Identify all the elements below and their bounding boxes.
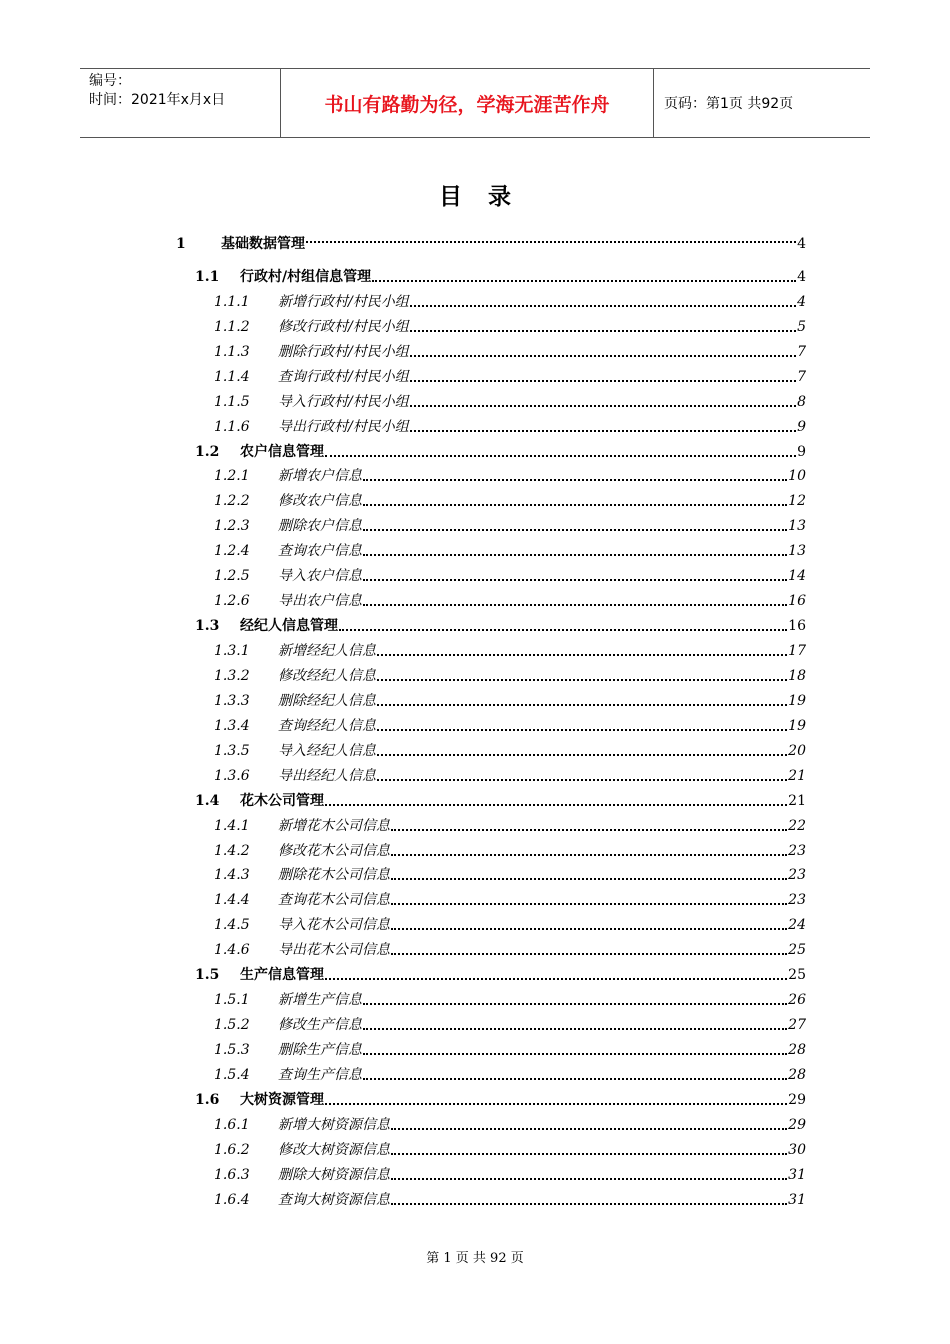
toc-entry[interactable]	[176, 984, 806, 1009]
toc-entry-label: 新增生产信息	[278, 992, 362, 1009]
toc-entry[interactable]	[176, 510, 806, 535]
toc-leader-dots	[391, 953, 787, 955]
toc-entry[interactable]	[176, 411, 806, 436]
toc-entry[interactable]	[176, 1184, 806, 1209]
toc-entry-label: 修改生产信息	[278, 1017, 362, 1034]
toc-leader-dots	[410, 405, 796, 407]
toc-entry-page: 21	[788, 792, 806, 809]
toc-entry-label: 删除花木公司信息	[278, 867, 390, 884]
toc-entry-number: 1.5.1	[214, 992, 250, 1009]
toc-leader-dots	[377, 779, 787, 781]
toc-entry[interactable]	[176, 660, 806, 685]
toc-entry[interactable]	[176, 560, 806, 585]
toc-entry-number: 1.4.4	[214, 892, 250, 909]
toc-entry-label: 新增行政村/村民小组	[278, 293, 409, 310]
toc-entry[interactable]	[176, 959, 806, 984]
toc-entry-number: 1.1.4	[214, 368, 250, 385]
page-title: 目录	[439, 184, 537, 210]
toc-entry-number: 1.4.6	[214, 942, 250, 959]
toc-entry-page: 30	[788, 1141, 806, 1158]
toc-entry-number: 1.3.6	[214, 767, 250, 784]
toc-entry-label: 导出经纪人信息	[278, 767, 376, 784]
toc-entry-label: 生产信息管理	[240, 967, 324, 984]
toc-leader-dots	[363, 604, 787, 606]
toc-entry[interactable]	[176, 610, 806, 635]
toc-entry-page: 26	[788, 992, 806, 1009]
toc-entry[interactable]	[176, 1109, 806, 1134]
toc-entry-label: 查询生产信息	[278, 1066, 362, 1083]
toc-entry-number: 1.3.5	[214, 742, 250, 759]
toc-entry-label: 查询经纪人信息	[278, 717, 376, 734]
toc-entry[interactable]	[176, 685, 806, 710]
toc-entry-label: 农户信息管理	[240, 443, 324, 460]
toc-entry[interactable]	[176, 336, 806, 361]
toc-entry-label: 修改经纪人信息	[278, 667, 376, 684]
toc-entry-page: 4	[797, 236, 806, 252]
toc-entry-label: 删除农户信息	[278, 518, 362, 535]
toc-entry-number: 1.1.6	[214, 418, 250, 435]
header-motto: 书山有路勤为径，学海无涯苦作舟	[281, 69, 654, 137]
toc-entry-label: 经纪人信息管理	[240, 618, 338, 635]
toc-entry[interactable]	[176, 1134, 806, 1159]
toc-leader-dots	[391, 829, 787, 831]
toc-entry-number: 1.2.6	[214, 593, 250, 610]
toc-leader-dots	[363, 554, 787, 556]
toc-entry-label: 新增农户信息	[278, 468, 362, 485]
toc-leader-dots	[377, 679, 787, 681]
toc-entry-page: 28	[788, 1066, 806, 1083]
toc-entry-label: 删除行政村/村民小组	[278, 343, 409, 360]
toc-entry-number: 1.1.2	[214, 318, 250, 335]
toc-entry-number: 1.2.2	[214, 493, 250, 510]
toc-entry-number: 1.5	[195, 967, 220, 984]
toc-entry-number: 1.5.2	[214, 1017, 250, 1034]
toc-entry-label: 查询行政村/村民小组	[278, 368, 409, 385]
toc-entry-number: 1.2.1	[214, 468, 250, 485]
toc-leader-dots	[363, 579, 787, 581]
toc-entry[interactable]	[176, 386, 806, 411]
toc-entry[interactable]	[176, 710, 806, 735]
toc-entry[interactable]	[176, 485, 806, 510]
toc-entry-number: 1.4.3	[214, 867, 250, 884]
toc-leader-dots	[325, 978, 787, 980]
toc-leader-dots	[391, 1203, 787, 1205]
toc-entry-label: 导入花木公司信息	[278, 917, 390, 934]
toc-entry-page: 7	[797, 368, 806, 385]
toc-leader-dots	[391, 878, 787, 880]
toc-entry-label: 新增花木公司信息	[278, 817, 390, 834]
toc-entry-number: 1.1.5	[214, 393, 250, 410]
toc-entry[interactable]	[176, 810, 806, 835]
toc-entry[interactable]	[176, 1034, 806, 1059]
toc-entry[interactable]	[176, 261, 806, 286]
toc-entry-number: 1.1.3	[214, 343, 250, 360]
toc-entry[interactable]	[176, 461, 806, 486]
toc-entry[interactable]	[176, 361, 806, 386]
toc-entry[interactable]	[176, 860, 806, 885]
toc-entry[interactable]	[176, 735, 806, 760]
toc-entry-page: 24	[788, 917, 806, 934]
toc-entry[interactable]	[176, 535, 806, 560]
toc-entry-page: 12	[788, 493, 806, 510]
toc-entry-number: 1	[176, 236, 186, 252]
header-page-info: 页码：第1页 共92页	[664, 96, 794, 112]
toc-entry-page: 25	[788, 967, 806, 984]
toc-entry-label: 大树资源管理	[240, 1091, 324, 1108]
toc-entry-label: 查询大树资源信息	[278, 1191, 390, 1208]
toc-entry-label: 花木公司管理	[240, 792, 324, 809]
toc-leader-dots	[325, 804, 787, 806]
toc-leader-dots	[410, 355, 796, 357]
toc-entry-page: 16	[788, 618, 806, 635]
toc-entry-number: 1.5.3	[214, 1042, 250, 1058]
toc-entry[interactable]	[176, 785, 806, 810]
toc-leader-dots	[391, 854, 787, 856]
toc-entry-number: 1.2	[195, 443, 220, 460]
toc-entry-label: 导出行政村/村民小组	[278, 418, 409, 435]
toc-entry[interactable]	[176, 884, 806, 909]
toc-entry-label: 新增经纪人信息	[278, 643, 376, 659]
toc-leader-dots	[363, 1078, 787, 1080]
page-footer: 第 1 页 共 92 页	[426, 1251, 524, 1266]
toc-entry-label: 导入经纪人信息	[278, 742, 376, 759]
toc-leader-dots	[410, 330, 796, 332]
toc-entry-page: 9	[797, 418, 806, 435]
toc-entry[interactable]	[176, 1059, 806, 1084]
toc-entry-label: 修改行政村/村民小组	[278, 318, 409, 335]
toc-entry-page: 18	[788, 667, 806, 684]
toc-entry-page: 29	[788, 1116, 806, 1133]
toc-leader-dots	[391, 928, 787, 930]
toc-entry[interactable]	[176, 1009, 806, 1034]
toc-entry-page: 29	[788, 1091, 806, 1108]
toc-entry[interactable]	[176, 227, 806, 261]
toc-entry-number: 1.6.1	[214, 1116, 250, 1133]
toc-entry-page: 8	[797, 393, 806, 410]
toc-entry-label: 行政村/村组信息管理	[240, 268, 372, 285]
toc-entry-number: 1.6	[195, 1091, 220, 1108]
toc-entry-number: 1.1.1	[214, 293, 250, 310]
toc-leader-dots	[410, 305, 796, 307]
toc-entry-page: 31	[788, 1191, 806, 1208]
toc-entry-page: 14	[788, 568, 806, 585]
toc-entry-number: 1.4.1	[214, 817, 250, 834]
toc-leader-dots	[363, 504, 787, 506]
toc-entry[interactable]	[176, 934, 806, 959]
toc-entry-page: 27	[788, 1017, 806, 1034]
toc-entry[interactable]	[176, 286, 806, 311]
toc-entry-page: 7	[797, 343, 806, 360]
toc-entry-number: 1.4.5	[214, 917, 250, 934]
toc-entry-label: 删除经纪人信息	[278, 692, 376, 709]
toc-entry-label: 删除生产信息	[278, 1042, 362, 1058]
toc-entry-number: 1.5.4	[214, 1066, 250, 1083]
toc-entry-label: 导出花木公司信息	[278, 942, 390, 959]
toc-entry-page: 13	[788, 518, 806, 535]
toc-entry-page: 28	[788, 1042, 806, 1058]
toc-entry-page: 10	[788, 468, 806, 485]
toc-entry-page: 17	[788, 643, 806, 659]
toc-entry-page: 23	[788, 867, 806, 884]
toc-entry-label: 基础数据管理	[221, 236, 305, 252]
toc-entry-page: 23	[788, 892, 806, 909]
toc-entry-label: 查询农户信息	[278, 543, 362, 560]
toc-entry-number: 1.6.3	[214, 1166, 250, 1183]
toc-entry-number: 1.3.4	[214, 717, 250, 734]
toc-entry-label: 导入行政村/村民小组	[278, 393, 409, 410]
toc-leader-dots	[377, 654, 787, 656]
table-of-contents	[176, 227, 806, 1209]
toc-entry-number: 1.6.4	[214, 1191, 250, 1208]
toc-entry-number: 1.3.3	[214, 692, 250, 709]
toc-leader-dots	[410, 430, 796, 432]
toc-entry[interactable]	[176, 585, 806, 610]
toc-leader-dots	[363, 479, 787, 481]
toc-entry-label: 修改农户信息	[278, 493, 362, 510]
toc-entry-number: 1.6.2	[214, 1141, 250, 1158]
toc-entry-page: 19	[788, 692, 806, 709]
toc-leader-dots	[391, 1128, 787, 1130]
toc-entry[interactable]	[176, 635, 806, 660]
toc-entry-page: 23	[788, 842, 806, 859]
toc-entry-page: 20	[788, 742, 806, 759]
toc-entry[interactable]	[176, 1084, 806, 1109]
toc-leader-dots	[377, 704, 787, 706]
header-time: 时间：2021年x月x日	[89, 92, 226, 108]
toc-entry-label: 删除大树资源信息	[278, 1166, 390, 1183]
toc-entry-number: 1.1	[195, 268, 220, 285]
toc-leader-dots	[410, 380, 796, 382]
toc-entry-number: 1.3.1	[214, 643, 250, 659]
toc-entry[interactable]	[176, 436, 806, 461]
toc-leader-dots	[363, 529, 787, 531]
toc-entry-page: 19	[788, 717, 806, 734]
toc-entry-number: 1.3	[195, 618, 220, 635]
toc-entry-page: 5	[797, 318, 806, 335]
toc-entry-page: 4	[797, 293, 806, 310]
toc-leader-dots	[363, 1003, 787, 1005]
toc-leader-dots	[391, 1178, 787, 1180]
toc-entry-number: 1.2.5	[214, 568, 250, 585]
toc-entry-number: 1.4.2	[214, 842, 250, 859]
toc-entry-page: 13	[788, 543, 806, 560]
toc-entry-label: 查询花木公司信息	[278, 892, 390, 909]
toc-entry[interactable]	[176, 760, 806, 785]
toc-entry-label: 新增大树资源信息	[278, 1116, 390, 1133]
toc-leader-dots	[325, 1103, 787, 1105]
toc-leader-dots	[325, 455, 796, 457]
toc-leader-dots	[377, 754, 787, 756]
toc-leader-dots	[391, 903, 787, 905]
toc-leader-dots	[306, 241, 796, 243]
toc-leader-dots	[363, 1028, 787, 1030]
toc-entry[interactable]	[176, 311, 806, 336]
toc-entry[interactable]	[176, 835, 806, 860]
toc-entry-page: 22	[788, 817, 806, 834]
header-meta	[80, 69, 281, 137]
toc-entry[interactable]	[176, 909, 806, 934]
toc-leader-dots	[339, 629, 787, 631]
toc-entry-page: 31	[788, 1166, 806, 1183]
toc-entry-page: 25	[788, 942, 806, 959]
toc-entry-label: 导入农户信息	[278, 568, 362, 585]
toc-entry-label: 修改大树资源信息	[278, 1141, 390, 1158]
toc-leader-dots	[377, 729, 787, 731]
toc-leader-dots	[372, 280, 796, 282]
toc-entry-number: 1.2.4	[214, 543, 250, 560]
toc-leader-dots	[363, 1053, 787, 1055]
toc-entry-number: 1.4	[195, 792, 220, 809]
toc-entry[interactable]	[176, 1159, 806, 1184]
page-header	[80, 68, 870, 138]
toc-entry-number: 1.2.3	[214, 518, 250, 535]
toc-entry-page: 21	[788, 767, 806, 784]
toc-entry-page: 16	[788, 593, 806, 610]
toc-leader-dots	[391, 1153, 787, 1155]
toc-entry-number: 1.3.2	[214, 667, 250, 684]
toc-entry-label: 修改花木公司信息	[278, 842, 390, 859]
toc-entry-label: 导出农户信息	[278, 593, 362, 610]
header-number: 编号：	[89, 73, 131, 89]
toc-entry-page: 4	[797, 268, 806, 285]
toc-entry-page: 9	[797, 443, 806, 460]
